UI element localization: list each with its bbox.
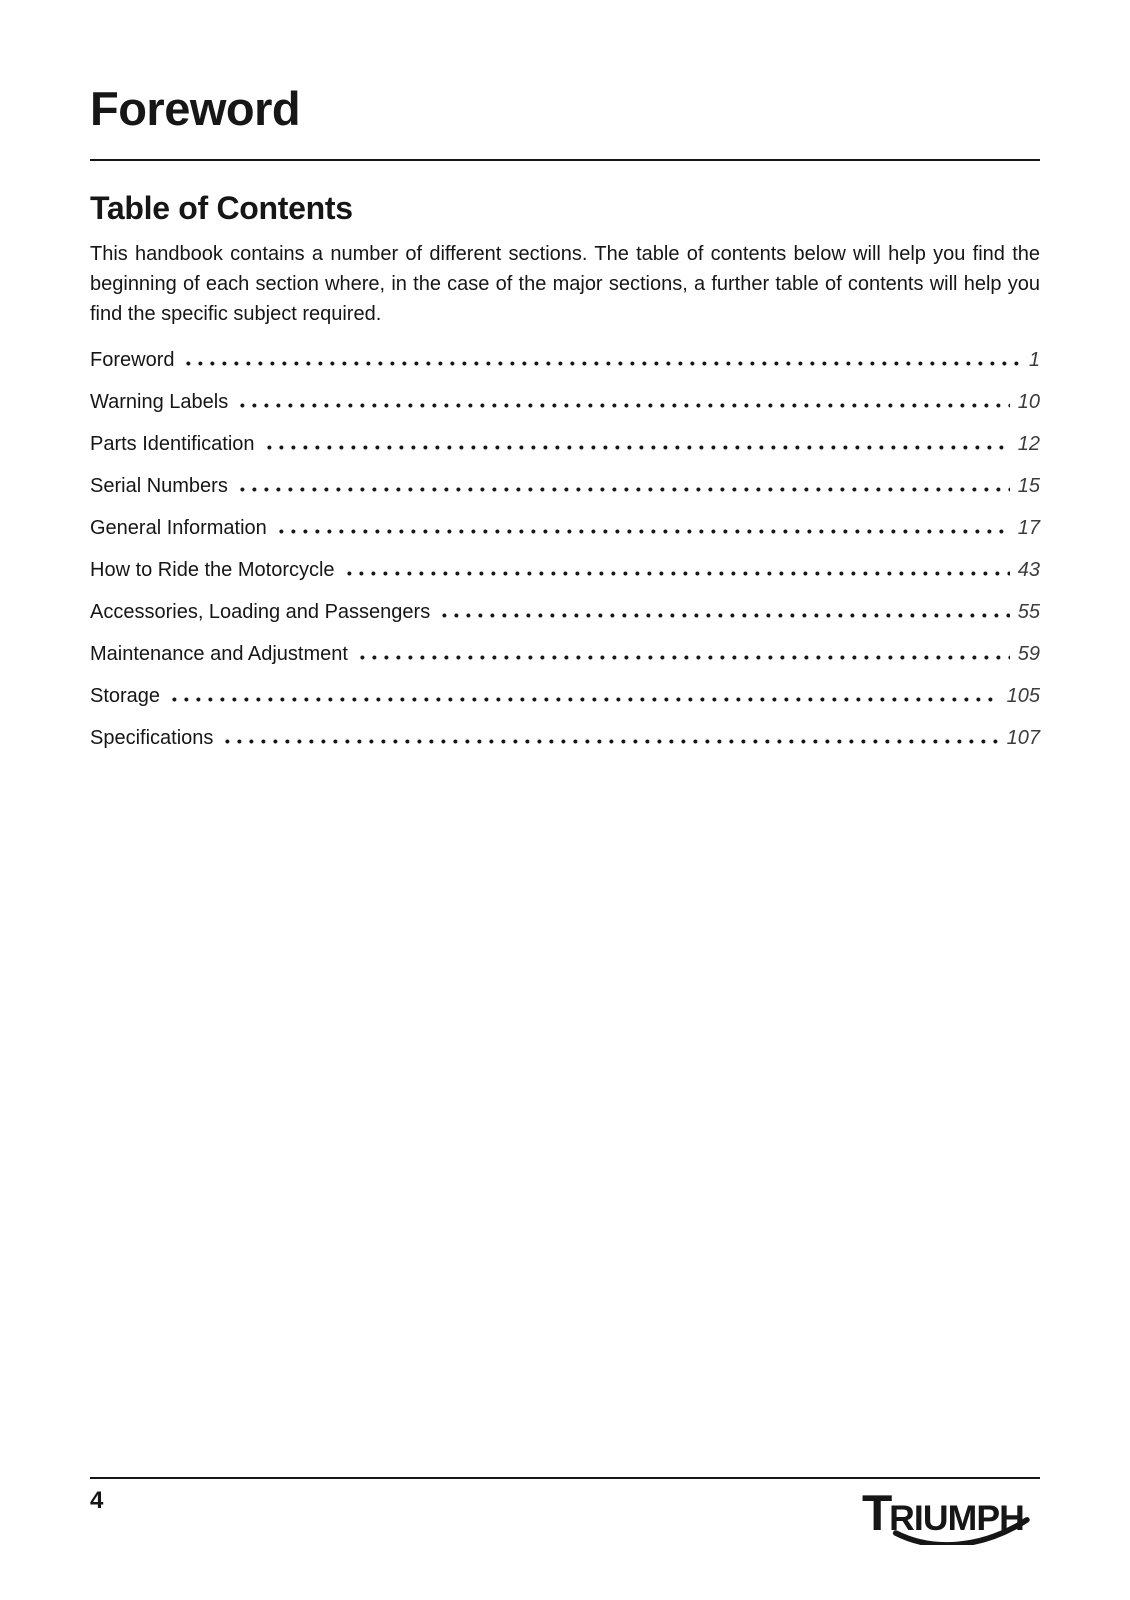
toc-entry	[90, 465, 1040, 507]
page-content	[0, 84, 1130, 759]
toc-entry-title: General Information	[90, 516, 267, 539]
toc-entry-page: 10	[1017, 390, 1040, 413]
toc-entry-page: 59	[1017, 642, 1040, 665]
triumph-logo-svg	[862, 1489, 1040, 1545]
toc-entry	[90, 717, 1040, 759]
toc-entry-title: Foreword	[90, 348, 175, 371]
toc-entry	[90, 633, 1040, 675]
toc-entry	[90, 507, 1040, 549]
toc-section	[90, 191, 1040, 759]
footer-page-number: 4	[90, 1487, 104, 1514]
toc-entry	[90, 675, 1040, 717]
toc-entry	[90, 423, 1040, 465]
toc-entry-title: Storage	[90, 684, 161, 707]
toc-dot-leader	[172, 697, 999, 702]
toc-entry-page: 107	[1006, 726, 1040, 749]
toc-entry	[90, 381, 1040, 423]
toc-entry-page: 43	[1017, 558, 1040, 581]
toc-dot-leader	[240, 403, 1010, 408]
toc-entry-title: How to Ride the Motorcycle	[90, 558, 335, 581]
brand-rest: RIUMPH	[889, 1498, 1024, 1539]
toc-entry-page: 12	[1017, 432, 1040, 455]
toc-entry-title: Maintenance and Adjustment	[90, 642, 348, 665]
toc-entry-title: Warning Labels	[90, 390, 229, 413]
toc-dot-leader	[267, 445, 1010, 450]
toc-entry-title: Accessories, Loading and Passengers	[90, 600, 431, 623]
toc-entry-page: 105	[1006, 684, 1040, 707]
toc-entry-title: Parts Identification	[90, 432, 255, 455]
toc-intro-paragraph: This handbook contains a number of different sections. The table of contents below will help you find the beginning of each section where, in the case of the major sections, a further table of contents will help you find the specific subject required.	[90, 242, 1040, 325]
toc-dot-leader	[347, 571, 1010, 576]
toc-entry-title: Serial Numbers	[90, 474, 228, 497]
header-divider	[90, 159, 1040, 161]
toc-heading: Table of Contents	[90, 189, 353, 226]
toc-entry-title: Specifications	[90, 726, 214, 749]
toc-entry-page: 17	[1017, 516, 1040, 539]
toc-dot-leader	[225, 739, 998, 744]
toc-entry-page: 15	[1017, 474, 1040, 497]
toc-dot-leader	[360, 655, 1010, 660]
toc-entry	[90, 549, 1040, 591]
toc-entry-page: 55	[1017, 600, 1040, 623]
toc-dot-leader	[279, 529, 1010, 534]
brand-initial: T	[862, 1489, 891, 1542]
toc-dot-leader	[442, 613, 1010, 618]
toc-list	[90, 339, 1040, 759]
toc-dot-leader	[240, 487, 1010, 492]
toc-entry	[90, 339, 1040, 381]
page-footer	[90, 1477, 1040, 1545]
triumph-logo	[862, 1489, 1040, 1545]
page-title: Foreword	[90, 82, 301, 135]
toc-dot-leader	[186, 361, 1020, 366]
toc-entry	[90, 591, 1040, 633]
toc-entry-page: 1	[1028, 348, 1040, 371]
